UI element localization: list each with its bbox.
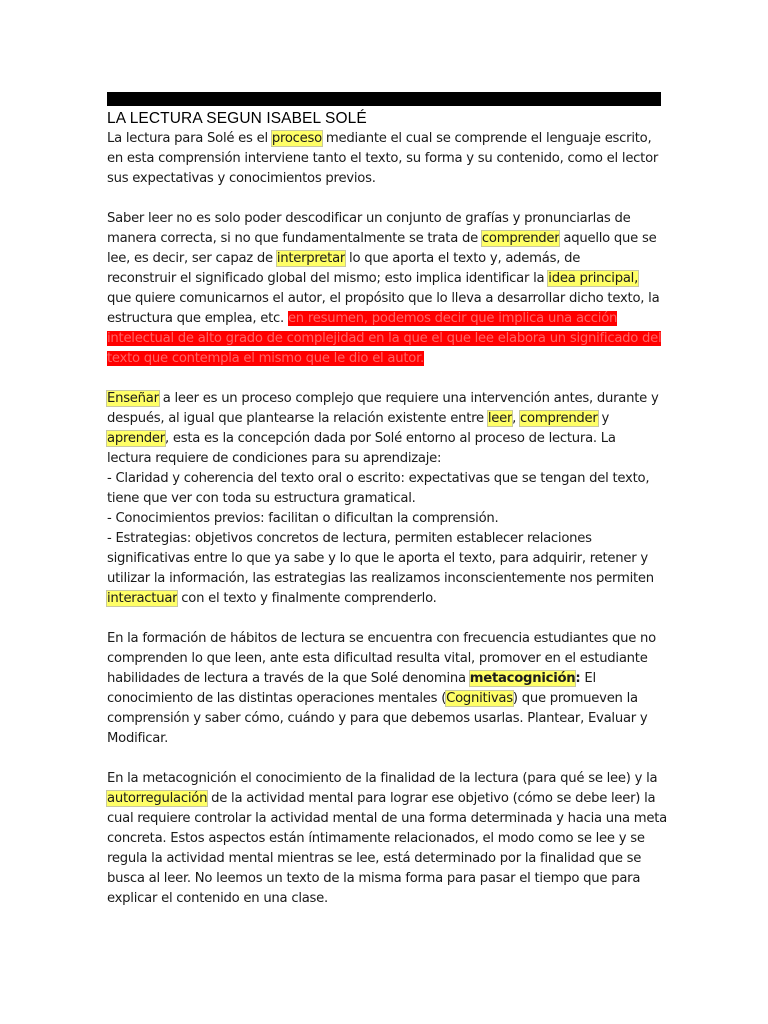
text-run: reconstruir el significado global del mismo; esto implica identificar la [107,271,549,286]
text-run: aquello que se [559,231,657,246]
text-line [107,269,661,289]
text-line [107,329,661,349]
highlight: comprender [481,231,560,246]
highlight-bold: metacognición [469,671,576,686]
text-run: Modificar. [107,731,169,746]
paragraph-2 [107,209,661,369]
text-line [107,809,667,829]
text-run: lo que aporta el texto y, además, de [345,251,581,266]
text-run: con el texto y finalmente comprenderlo. [177,591,437,606]
text-run: concreta. Estos aspectos están íntimamente relacionados, el modo como se lee y se [107,831,645,846]
paragraph-4 [107,629,661,749]
text-run: manera correcta, si no que fundamentalmente se trata de [107,231,482,246]
text-run: conocimiento de las distintas operaciones mentales ( [107,691,447,706]
highlight: Enseñar [107,391,159,406]
text-run: utilizar la información, las estrategias las realizamos inconscientemente nos permiten [107,571,654,586]
text-line [107,249,661,269]
document-page [107,92,667,909]
text-line [107,449,661,469]
text-line [107,129,661,149]
text-line: - Conocimientos previos: facilitan o dificultan la comprensión. [107,511,499,526]
text-run: comprensión y saber cómo, cuándo y para que debemos usarlas. Plantear, Evaluar y [107,711,648,726]
text-line [107,309,661,329]
header-bar [107,92,661,106]
highlight: autorregulación [107,791,208,806]
text-run: cual requiere controlar la actividad mental de una forma determinada y hacia una meta [107,811,667,826]
text-run: lee, es decir, ser capaz de [107,251,277,266]
paragraph-3 [107,389,661,609]
paragraph-1 [107,129,661,189]
text-run: de la actividad mental para lograr ese objetivo (cómo se debe leer) la [207,791,656,806]
text-run: tiene que ver con toda su estructura gramatical. [107,491,416,506]
text-line [107,829,661,849]
text-run: El [580,671,596,686]
highlight: leer [487,411,513,426]
highlight: idea principal, [548,271,639,286]
text-run: habilidades de lectura a través de la que Solé denomina [107,671,470,686]
text-line [107,489,661,509]
highlight: interpretar [276,251,346,266]
text-run: después, al igual que plantearse la relación existente entre [107,411,488,426]
text-run: lectura requiere de condiciones para su aprendizaje: [107,451,442,466]
text-run: regula la actividad mental mientras se lee, está determinado por la finalidad que se [107,851,642,866]
text-line [107,349,661,369]
text-line [107,229,661,249]
text-line [107,209,661,229]
text-run: sus expectativas y conocimientos previos. [107,171,376,186]
document-title: LA LECTURA SEGUN ISABEL SOLÉ [107,110,367,127]
paragraph-5 [107,769,667,909]
text-line [107,849,661,869]
text-line [107,389,661,409]
text-line [107,289,661,309]
red-highlight: texto que contempla el mismo que le dio el autor. [107,351,424,366]
text-line [107,149,661,169]
text-run: En la metacognición el conocimiento de la finalidad de la lectura (para qué se lee) y la [107,771,658,786]
text-line [107,729,661,749]
text-run: a leer es un proceso complejo que requiere una intervención antes, durante y [158,391,659,406]
text-line [107,789,661,809]
red-highlight: intelectual de alto grado de complejidad en la que el que lee elabora un significado del [107,331,662,346]
text-run: ) que promueven la [512,691,638,706]
text-line [107,889,661,909]
text-line [107,549,661,569]
text-run: explicar el contenido en una clase. [107,891,328,906]
highlight: aprender [107,431,165,446]
text-run: estructura que emplea, etc. [107,311,288,326]
text-line [107,569,661,589]
text-line [107,629,661,649]
text-run: En la formación de hábitos de lectura se encuentra con frecuencia estudiantes que no [107,631,656,646]
text-run: , [512,411,521,426]
text-line [107,709,661,729]
text-line: - Claridad y coherencia del texto oral o escrito: expectativas que se tengan del texto, [107,471,650,486]
text-line [107,769,661,789]
text-line [107,649,661,669]
bold-text: : [575,671,581,686]
text-run: La lectura para Solé es el [107,131,272,146]
text-run: , esta es la concepción dada por Solé entorno al proceso de lectura. La [164,431,616,446]
text-run: Saber leer no es solo poder descodificar un conjunto de grafías y pronunciarlas de [107,211,631,226]
text-run: y [597,411,610,426]
text-run: significativas entre lo que ya sabe y lo que le aporta el texto, para adquirir, retener y [107,551,648,566]
text-line [107,869,661,889]
text-line [107,169,661,189]
highlight: comprender [520,411,598,426]
text-line [107,409,661,429]
text-run: busca al leer. No leemos un texto de la misma forma para pasar el tiempo que para [107,871,641,886]
text-run: que quiere comunicarnos el autor, el propósito que lo lleva a desarrollar dicho texto, la [107,291,660,306]
text-run: en esta comprensión interviene tanto el texto, su forma y su contenido, como el lector [107,151,659,166]
text-line [107,589,661,609]
text-run: comprenden lo que leen, ante esta dificultad resulta vital, promover en el estudiante [107,651,648,666]
text-run: mediante el cual se comprende el lenguaje escrito, [321,131,652,146]
highlight: Cognitivas [446,691,513,706]
red-highlight: en resumen, podemos decir que implica una acción [287,311,618,326]
text-line [107,669,661,689]
text-line [107,429,661,449]
highlight: interactuar [107,591,178,606]
text-line [107,689,661,709]
highlight: proceso [271,131,322,146]
text-line: - Estrategias: objetivos concretos de lectura, permiten establecer relaciones [107,531,592,546]
